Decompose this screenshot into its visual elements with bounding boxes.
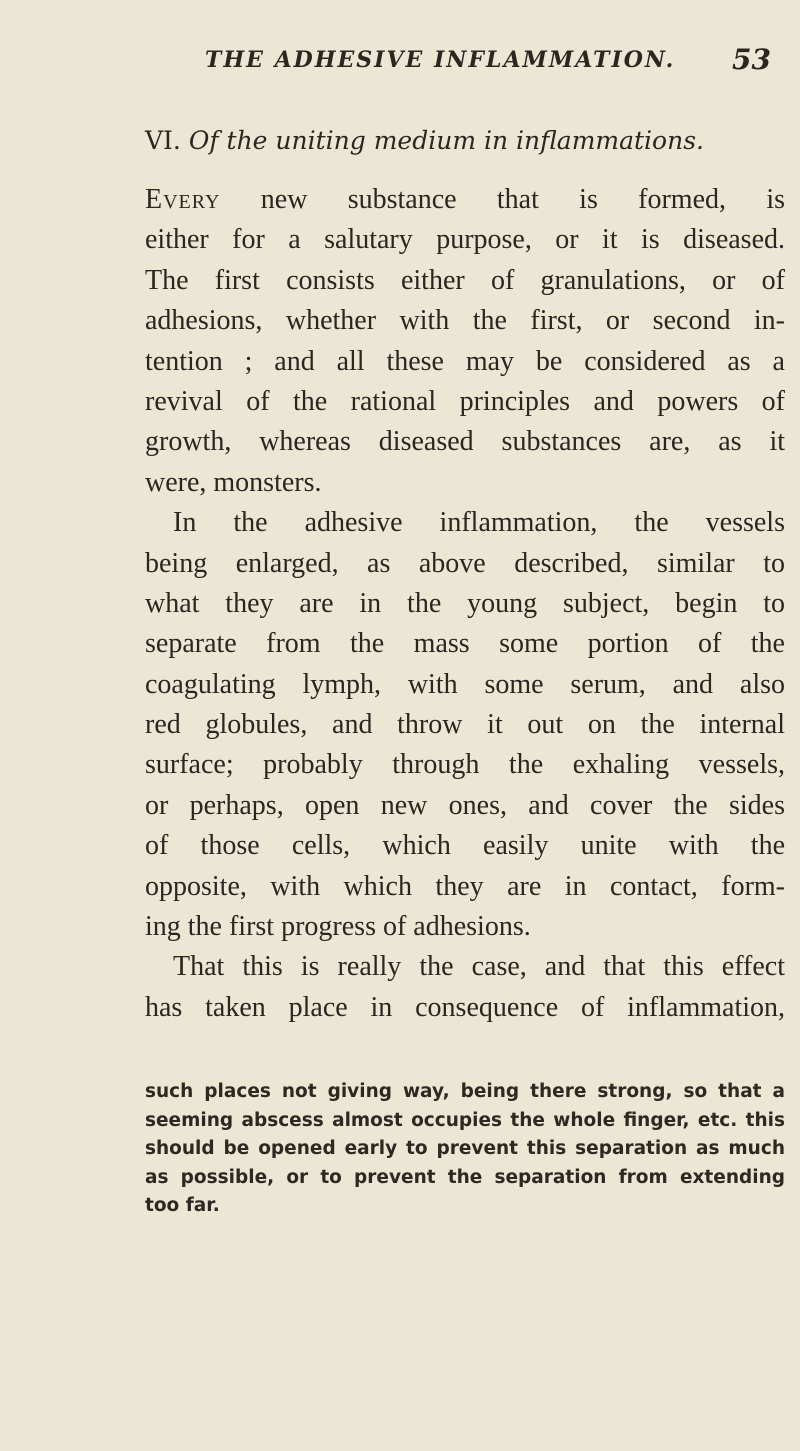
body-line: adhesions, whether with the first, or second in- xyxy=(145,305,785,337)
body-line: tention ; and all these may be considered as a xyxy=(145,345,785,377)
body-line: surface; probably through the exhaling vessels, xyxy=(145,749,785,781)
body-line: or perhaps, open new ones, and cover the sides xyxy=(145,789,785,821)
body-line: of those cells, which easily unite with the xyxy=(145,830,785,862)
body-line: The first consists either of granulations, or of xyxy=(145,264,785,296)
body-line: That this is really the case, and that this effect xyxy=(173,951,785,983)
section-title: Of the uniting medium in inflammations. xyxy=(188,126,704,155)
body-line: coagulating lymph, with some serum, and also xyxy=(145,668,785,700)
running-title: THE ADHESIVE INFLAMMATION. xyxy=(205,47,676,73)
body-line: has taken place in consequence of inflammation, xyxy=(145,991,785,1023)
footnote-line: as possible, or to prevent the separation from extending xyxy=(145,1166,785,1188)
footnote-line: seeming abscess almost occupies the whole finger, etc. this xyxy=(145,1109,785,1131)
footnote-line: such places not giving way, being there strong, so that a xyxy=(145,1081,785,1102)
footnote-line: too far. xyxy=(145,1195,220,1217)
body-line: red globules, and throw it out on the internal xyxy=(145,709,785,741)
page-number: 53 xyxy=(732,43,771,76)
body-line: opposite, with which they are in contact, form- xyxy=(145,870,785,902)
body-line: In the adhesive inflammation, the vessels xyxy=(173,507,785,539)
running-head xyxy=(205,43,775,87)
body-line: what they are in the young subject, begin to xyxy=(145,587,785,619)
body-text xyxy=(145,180,785,1028)
first-word: Every xyxy=(145,184,221,215)
body-line: ing the first progress of adhesions. xyxy=(145,911,531,943)
body-line: being enlarged, as above described, similar to xyxy=(145,547,785,579)
footnote xyxy=(145,1078,785,1221)
body-line: Every new substance that is formed, is xyxy=(145,184,785,215)
footnote-line: should be opened early to prevent this separation as much xyxy=(145,1138,785,1160)
body-line: were, monsters. xyxy=(145,466,322,498)
body-line: growth, whereas diseased substances are, as it xyxy=(145,426,785,458)
body-line: either for a salutary purpose, or it is diseased. xyxy=(145,224,785,256)
section-number: VI. xyxy=(145,126,181,155)
body-line: separate from the mass some portion of the xyxy=(145,628,785,660)
section-heading xyxy=(145,126,704,155)
body-line: revival of the rational principles and powers of xyxy=(145,385,785,417)
